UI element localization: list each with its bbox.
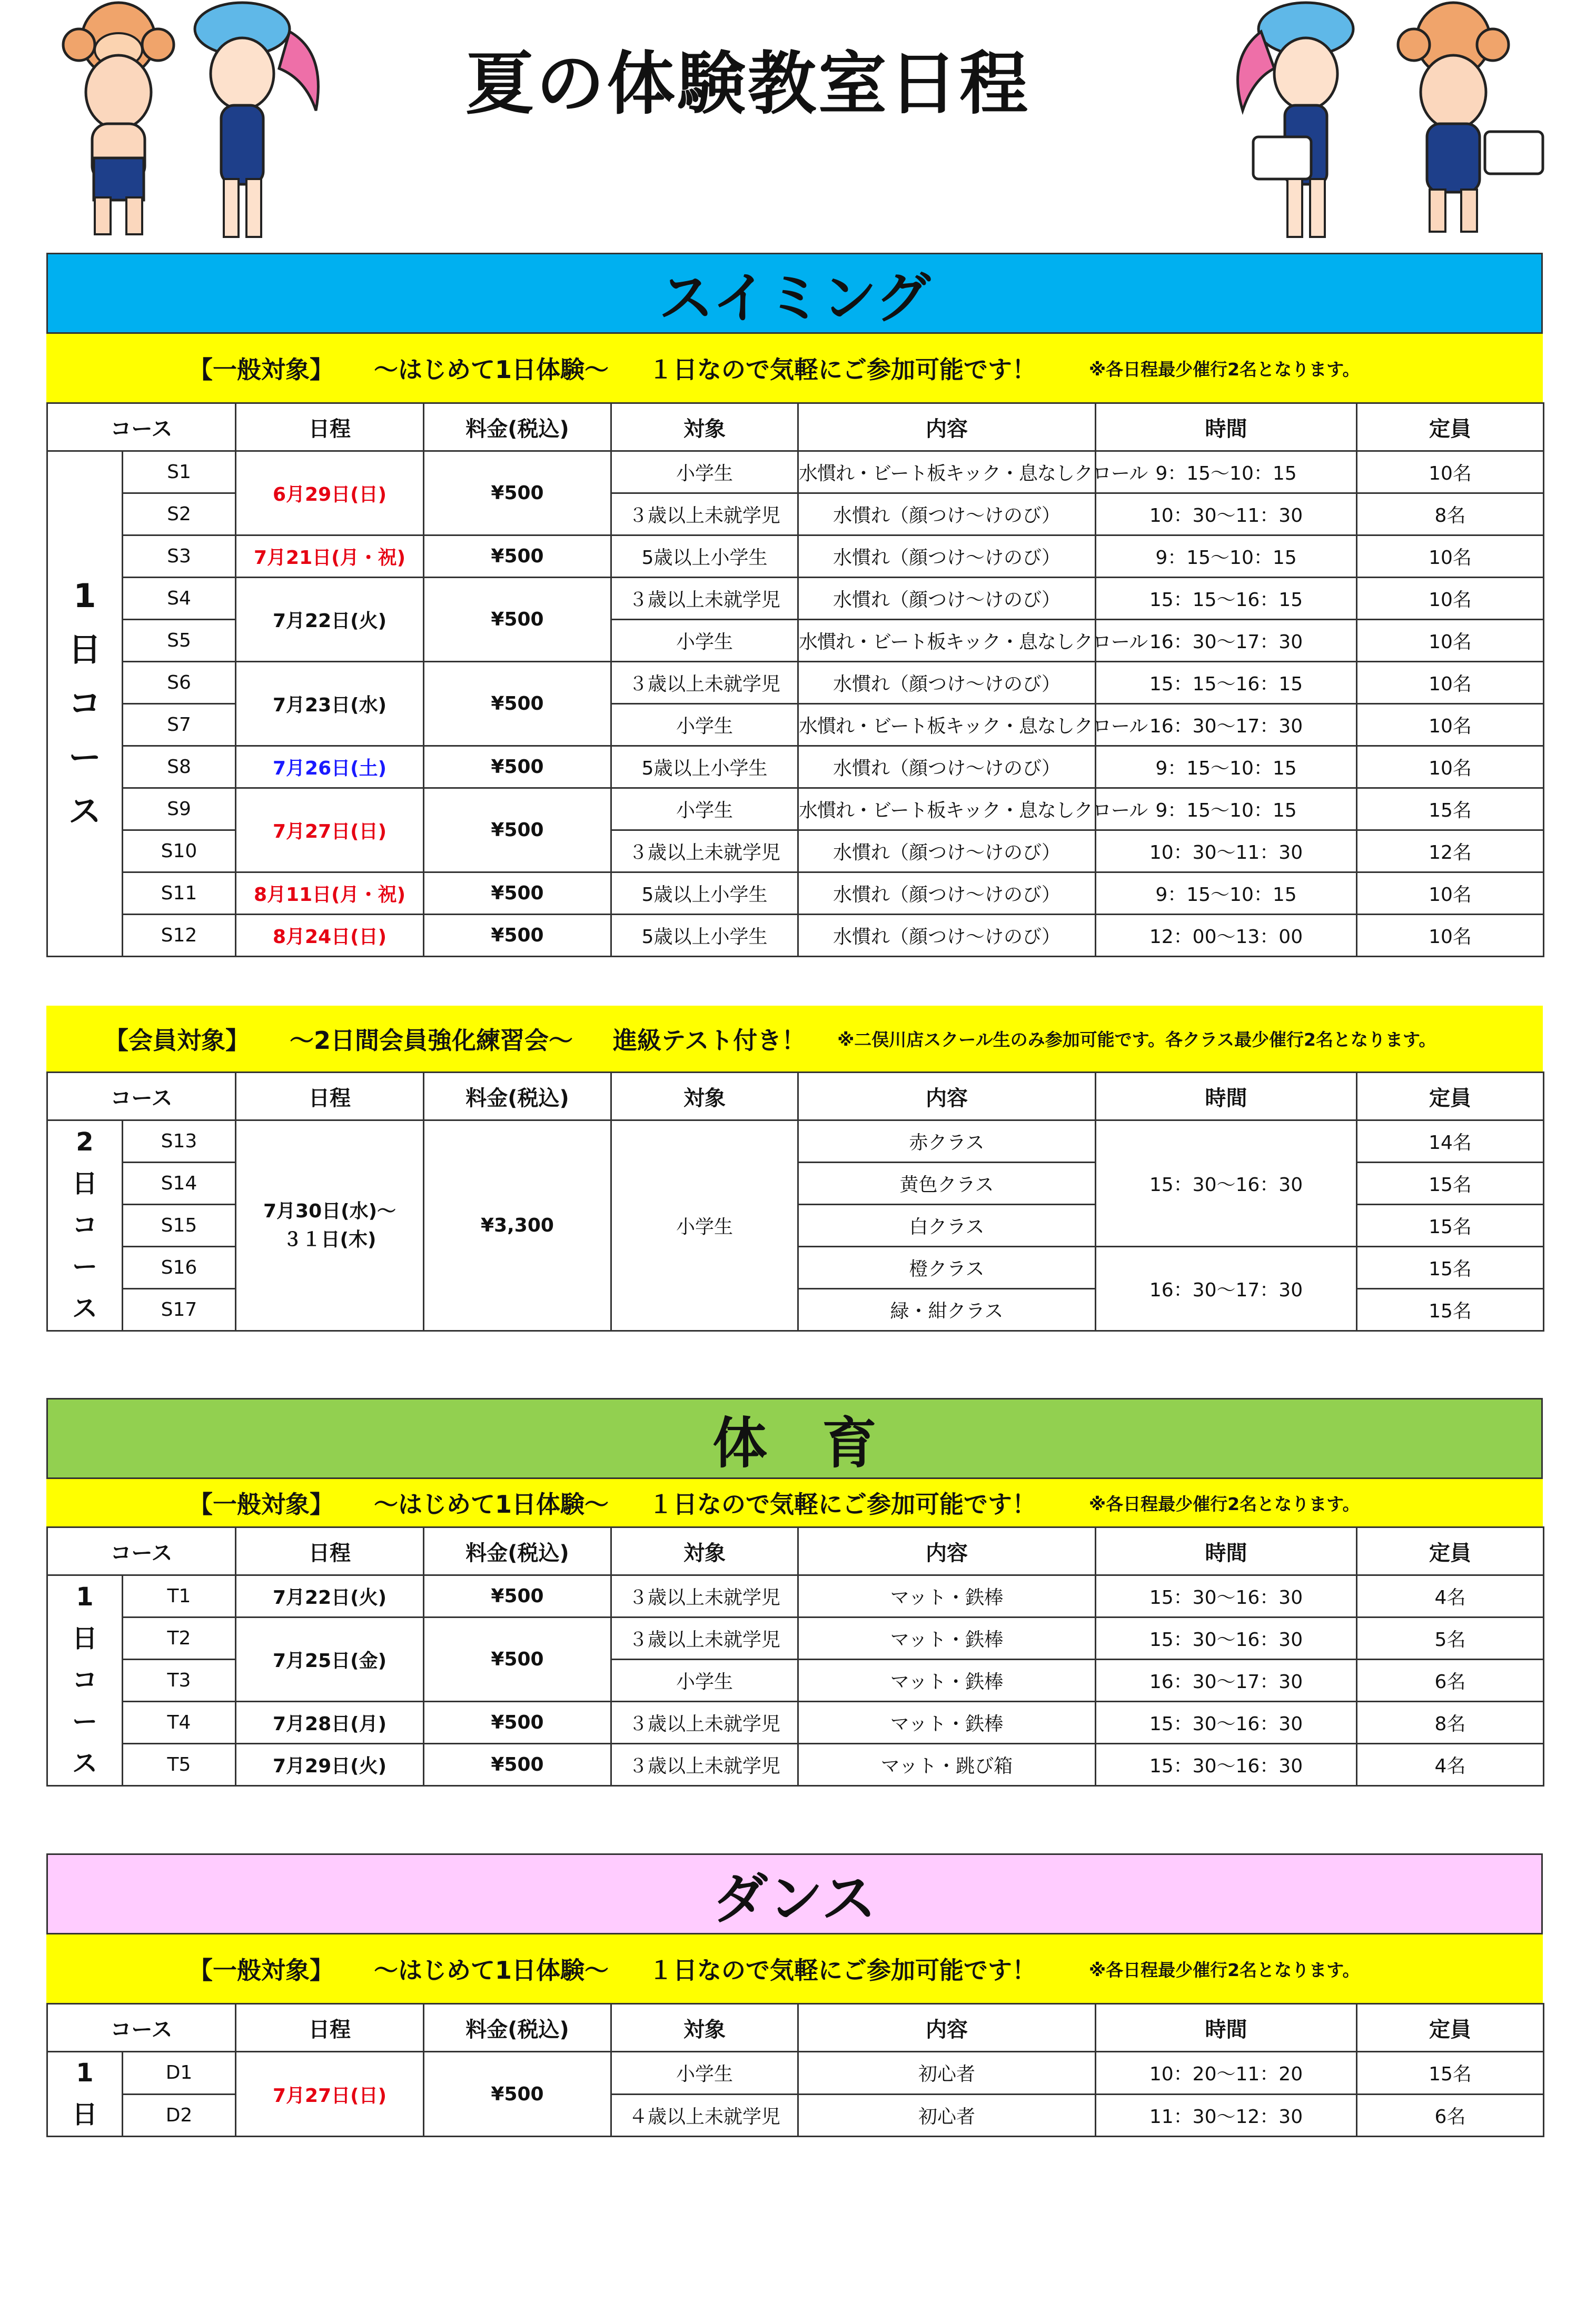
header-course: コース [47, 1527, 236, 1575]
course-fee: ¥500 [424, 451, 611, 535]
course-target: 5歳以上小学生 [611, 872, 798, 915]
course-content: マット・鉄棒 [798, 1575, 1096, 1618]
header-capacity: 定員 [1357, 2004, 1544, 2052]
header-fee: 料金(税込) [424, 1073, 611, 1120]
swimming-general-table [46, 402, 1544, 957]
course-capacity: 5名 [1357, 1618, 1544, 1660]
table-row [47, 915, 1544, 957]
course-fee: ¥500 [424, 788, 611, 872]
course-time: 9：15～10：15 [1096, 746, 1357, 788]
course-code: S3 [123, 535, 236, 578]
course-target: ３歳以上未就学児 [611, 1744, 798, 1786]
table-row [47, 1744, 1544, 1786]
course-date [236, 1120, 424, 1331]
banner-message: 進級テスト付き！ [613, 1026, 806, 1055]
dance-section-header [46, 1853, 1543, 1934]
course-fee: ¥500 [424, 1618, 611, 1702]
course-capacity: 10名 [1357, 620, 1544, 662]
course-capacity: 10名 [1357, 578, 1544, 620]
course-group-label: 1日コース [47, 1575, 123, 1786]
banner-subtitle: ～はじめて1日体験～ [374, 1490, 609, 1519]
course-capacity: 15名 [1357, 1247, 1544, 1289]
course-date: 7月27日(日) [236, 2052, 424, 2137]
header-date: 日程 [236, 403, 424, 451]
course-target: 5歳以上小学生 [611, 915, 798, 957]
header-capacity: 定員 [1357, 1073, 1544, 1120]
banner-label: 【一般対象】 [189, 1956, 334, 1984]
course-capacity: 15名 [1357, 1163, 1544, 1205]
banner-label: 【一般対象】 [189, 355, 334, 384]
course-target: 小学生 [611, 1660, 798, 1702]
course-content: 水慣れ（顔つけ～けのび） [798, 535, 1096, 578]
course-content: 初心者 [798, 2094, 1096, 2137]
course-time: 11：30～12：30 [1096, 2094, 1357, 2137]
course-content: 緑・紺クラス [798, 1289, 1096, 1331]
course-target: ３歳以上未就学児 [611, 493, 798, 535]
course-time: 15：30～16：30 [1096, 1702, 1357, 1744]
course-target: ３歳以上未就学児 [611, 662, 798, 704]
table-row [47, 2052, 1544, 2095]
course-time: 15：15～16：15 [1096, 662, 1357, 704]
course-code: S1 [123, 451, 236, 493]
course-content: 水慣れ（顔つけ～けのび） [798, 662, 1096, 704]
course-date: 7月23日(水) [236, 662, 424, 746]
table-header-row [47, 403, 1544, 451]
course-date: 7月28日(月) [236, 1702, 424, 1744]
pe-title: 体 育 [712, 1411, 877, 1475]
course-time: 9：15～10：15 [1096, 788, 1357, 830]
course-content: 白クラス [798, 1205, 1096, 1247]
course-time: 15：30～16：30 [1096, 1618, 1357, 1660]
mascots-right [1232, 0, 1548, 247]
course-capacity: 6名 [1357, 2094, 1544, 2137]
course-target: ３歳以上未就学児 [611, 830, 798, 872]
table-row [47, 1120, 1544, 1163]
course-code: S10 [123, 830, 236, 872]
course-fee: ¥500 [424, 746, 611, 788]
course-time: 15：30～16：30 [1096, 1120, 1357, 1247]
course-target: 小学生 [611, 620, 798, 662]
course-content: 水慣れ（顔つけ～けのび） [798, 746, 1096, 788]
banner-label: 【一般対象】 [189, 1490, 334, 1519]
header-content: 内容 [798, 2004, 1096, 2052]
course-target: 小学生 [611, 2052, 798, 2095]
course-code: T2 [123, 1618, 236, 1660]
header-target: 対象 [611, 1527, 798, 1575]
swimming-section-header [46, 253, 1543, 334]
table-row [47, 746, 1544, 788]
course-content: 水慣れ（顔つけ～けのび） [798, 830, 1096, 872]
header-date: 日程 [236, 1073, 424, 1120]
header-fee: 料金(税込) [424, 403, 611, 451]
header-date: 日程 [236, 1527, 424, 1575]
course-code: T1 [123, 1575, 236, 1618]
course-capacity: 10名 [1357, 662, 1544, 704]
course-capacity: 15名 [1357, 788, 1544, 830]
course-time: 10：30～11：30 [1096, 830, 1357, 872]
course-code: S11 [123, 872, 236, 915]
table-row [47, 1618, 1544, 1660]
course-capacity: 12名 [1357, 830, 1544, 872]
course-date: 7月22日(火) [236, 578, 424, 662]
course-capacity: 6名 [1357, 1660, 1544, 1702]
course-target: 5歳以上小学生 [611, 535, 798, 578]
header-target: 対象 [611, 1073, 798, 1120]
course-content: 初心者 [798, 2052, 1096, 2095]
course-fee: ¥3,300 [424, 1120, 611, 1331]
course-date: 8月11日(月・祝) [236, 872, 424, 915]
table-row [47, 1575, 1544, 1618]
header-course: コース [47, 1073, 236, 1120]
header-target: 対象 [611, 403, 798, 451]
course-content: 水慣れ（顔つけ～けのび） [798, 578, 1096, 620]
course-code: T5 [123, 1744, 236, 1786]
course-time: 15：30～16：30 [1096, 1744, 1357, 1786]
banner-message: １日なので気軽にご参加可能です！ [649, 1956, 1037, 1984]
monkey-boy-bag-mascot [1398, 3, 1543, 232]
swimming-title: スイミング [659, 266, 930, 330]
course-time: 15：15～16：15 [1096, 578, 1357, 620]
course-content: マット・鉄棒 [798, 1702, 1096, 1744]
course-content: 水慣れ（顔つけ～けのび） [798, 915, 1096, 957]
course-fee: ¥500 [424, 1702, 611, 1744]
course-code: S15 [123, 1205, 236, 1247]
monkey-boy-mascot [63, 3, 174, 234]
table-row [47, 788, 1544, 830]
banner-note: ※各日程最少催行2名となります。 [1089, 359, 1360, 380]
course-capacity: 10名 [1357, 704, 1544, 746]
course-target: 小学生 [611, 704, 798, 746]
course-code: S14 [123, 1163, 236, 1205]
pe-section-header [46, 1398, 1543, 1479]
table-header-row [47, 1073, 1544, 1120]
table-header-row [47, 2004, 1544, 2052]
course-time: 16：30～17：30 [1096, 620, 1357, 662]
course-group-label: 1日コース [47, 451, 123, 957]
banner-message: １日なので気軽にご参加可能です！ [649, 355, 1037, 384]
mascots-left [42, 0, 337, 247]
header-capacity: 定員 [1357, 403, 1544, 451]
course-content: 水慣れ（顔つけ～けのび） [798, 872, 1096, 915]
course-capacity: 15名 [1357, 2052, 1544, 2095]
course-target: 小学生 [611, 451, 798, 493]
table-row [47, 662, 1544, 704]
course-code: S6 [123, 662, 236, 704]
header-content: 内容 [798, 1527, 1096, 1575]
course-content: 橙クラス [798, 1247, 1096, 1289]
course-date: 6月29日(日) [236, 451, 424, 535]
course-code: S17 [123, 1289, 236, 1331]
course-time: 10：30～11：30 [1096, 493, 1357, 535]
course-fee: ¥500 [424, 662, 611, 746]
table-row [47, 535, 1544, 578]
course-group-label: 1日 [47, 2052, 123, 2137]
course-date: 7月29日(火) [236, 1744, 424, 1786]
page-title: 夏の体験教室日程 [465, 44, 1030, 124]
course-time: 12：00～13：00 [1096, 915, 1357, 957]
header-fee: 料金(税込) [424, 2004, 611, 2052]
course-time: 16：30～17：30 [1096, 1660, 1357, 1702]
course-fee: ¥500 [424, 2052, 611, 2137]
course-code: S12 [123, 915, 236, 957]
course-capacity: 15名 [1357, 1289, 1544, 1331]
course-group-label: 2日コース [47, 1120, 123, 1331]
course-fee: ¥500 [424, 535, 611, 578]
pe-general-table [46, 1526, 1544, 1787]
banner-note: ※各日程最少催行2名となります。 [1089, 1493, 1360, 1514]
course-content: マット・鉄棒 [798, 1660, 1096, 1702]
pe-general-banner [46, 1479, 1543, 1526]
course-fee: ¥500 [424, 1744, 611, 1786]
course-fee: ¥500 [424, 872, 611, 915]
header-course: コース [47, 403, 236, 451]
header-fee: 料金(税込) [424, 1527, 611, 1575]
banner-note: ※各日程最少催行2名となります。 [1089, 1959, 1360, 1980]
header-time: 時間 [1096, 1527, 1357, 1575]
course-capacity: 14名 [1357, 1120, 1544, 1163]
swimming-member-table [46, 1071, 1544, 1332]
course-content: 水慣れ・ビート板キック・息なしクロール [798, 451, 1096, 493]
header-date: 日程 [236, 2004, 424, 2052]
course-target: ３歳以上未就学児 [611, 1618, 798, 1660]
course-date: 7月26日(土) [236, 746, 424, 788]
course-target: ４歳以上未就学児 [611, 2094, 798, 2137]
course-code: S2 [123, 493, 236, 535]
course-capacity: 10名 [1357, 872, 1544, 915]
course-fee: ¥500 [424, 915, 611, 957]
course-code: S5 [123, 620, 236, 662]
course-content: 赤クラス [798, 1120, 1096, 1163]
header-capacity: 定員 [1357, 1527, 1544, 1575]
swimming-general-banner [46, 334, 1543, 402]
dolphin-girl-bag-mascot [1238, 3, 1353, 237]
course-date: 7月22日(火) [236, 1575, 424, 1618]
banner-label: 【会員対象】 [104, 1026, 250, 1055]
course-target: ３歳以上未就学児 [611, 578, 798, 620]
header-content: 内容 [798, 1073, 1096, 1120]
course-capacity: 10名 [1357, 451, 1544, 493]
header-time: 時間 [1096, 403, 1357, 451]
header-time: 時間 [1096, 1073, 1357, 1120]
header-target: 対象 [611, 2004, 798, 2052]
course-capacity: 15名 [1357, 1205, 1544, 1247]
course-date: 8月24日(日) [236, 915, 424, 957]
header-time: 時間 [1096, 2004, 1357, 2052]
course-capacity: 8名 [1357, 1702, 1544, 1744]
dance-general-banner [46, 1934, 1543, 2003]
banner-subtitle: ～2日間会員強化練習会～ [290, 1026, 573, 1055]
course-code: S4 [123, 578, 236, 620]
course-time: 10：20～11：20 [1096, 2052, 1357, 2095]
course-code: S8 [123, 746, 236, 788]
table-row [47, 1702, 1544, 1744]
course-capacity: 4名 [1357, 1744, 1544, 1786]
header-content: 内容 [798, 403, 1096, 451]
course-target: 5歳以上小学生 [611, 746, 798, 788]
course-content: マット・鉄棒 [798, 1618, 1096, 1660]
course-code: S16 [123, 1247, 236, 1289]
course-time: 9：15～10：15 [1096, 451, 1357, 493]
date-line-2: ３１日(木) [283, 1228, 376, 1251]
course-target: ３歳以上未就学児 [611, 1702, 798, 1744]
course-date: 7月27日(日) [236, 788, 424, 872]
course-code: S13 [123, 1120, 236, 1163]
course-capacity: 10名 [1357, 535, 1544, 578]
course-time: 16：30～17：30 [1096, 1247, 1357, 1331]
course-time: 9：15～10：15 [1096, 535, 1357, 578]
course-capacity: 10名 [1357, 915, 1544, 957]
course-content: 黄色クラス [798, 1163, 1096, 1205]
course-fee: ¥500 [424, 1575, 611, 1618]
banner-subtitle: ～はじめて1日体験～ [374, 355, 609, 384]
course-time: 9：15～10：15 [1096, 872, 1357, 915]
course-content: 水慣れ（顔つけ～けのび） [798, 493, 1096, 535]
course-target: 小学生 [611, 1120, 798, 1331]
course-time: 15：30～16：30 [1096, 1575, 1357, 1618]
course-code: S9 [123, 788, 236, 830]
table-header-row [47, 1527, 1544, 1575]
course-code: S7 [123, 704, 236, 746]
course-target: 小学生 [611, 788, 798, 830]
course-target: ３歳以上未就学児 [611, 1575, 798, 1618]
table-row [47, 578, 1544, 620]
course-capacity: 4名 [1357, 1575, 1544, 1618]
dance-general-table [46, 2003, 1544, 2137]
banner-note: ※二俣川店スクール生のみ参加可能です。各クラス最少催行2名となります。 [837, 1029, 1436, 1050]
table-row [47, 451, 1544, 493]
course-capacity: 8名 [1357, 493, 1544, 535]
course-date: 7月25日(金) [236, 1618, 424, 1702]
course-content: 水慣れ・ビート板キック・息なしクロール [798, 620, 1096, 662]
dolphin-girl-mascot [195, 3, 318, 237]
course-content: 水慣れ・ビート板キック・息なしクロール [798, 788, 1096, 830]
table-row [47, 872, 1544, 915]
date-line-1: 7月30日(水)～ [263, 1200, 396, 1222]
course-code: T4 [123, 1702, 236, 1744]
course-time: 16：30～17：30 [1096, 704, 1357, 746]
course-content: 水慣れ・ビート板キック・息なしクロール [798, 704, 1096, 746]
banner-subtitle: ～はじめて1日体験～ [374, 1956, 609, 1984]
course-fee: ¥500 [424, 578, 611, 662]
dance-title: ダンス [713, 1867, 876, 1931]
swimming-member-banner [46, 1006, 1543, 1071]
course-content: マット・跳び箱 [798, 1744, 1096, 1786]
course-code: T3 [123, 1660, 236, 1702]
course-code: D2 [123, 2094, 236, 2137]
course-date: 7月21日(月・祝) [236, 535, 424, 578]
banner-message: １日なので気軽にご参加可能です！ [649, 1490, 1037, 1519]
header-course: コース [47, 2004, 236, 2052]
course-capacity: 10名 [1357, 746, 1544, 788]
course-code: D1 [123, 2052, 236, 2095]
